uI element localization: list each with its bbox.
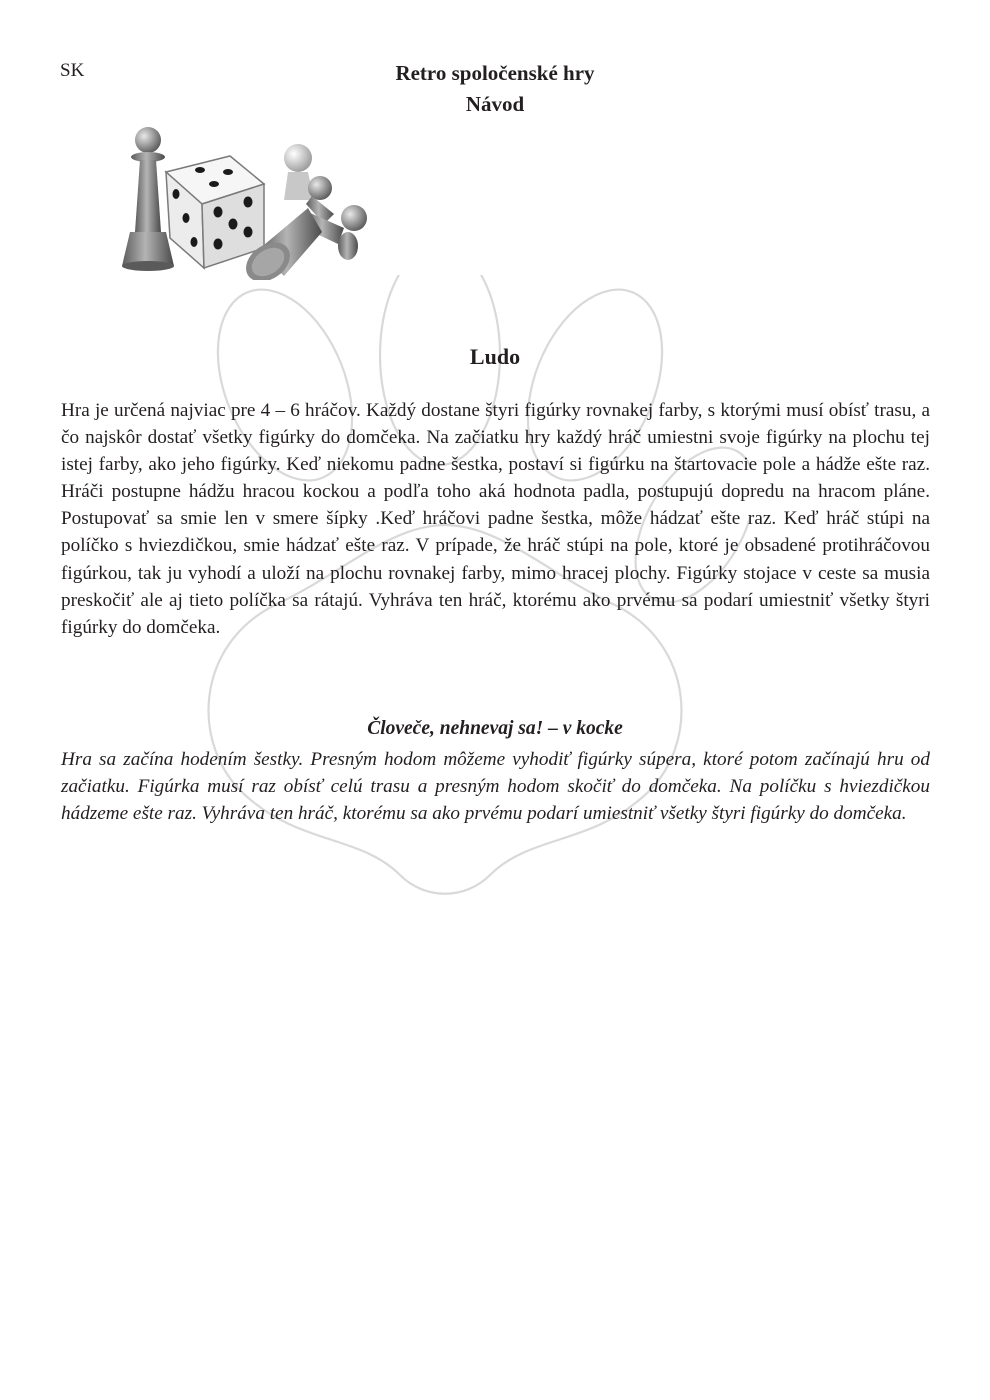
board-game-pieces-and-dice-icon bbox=[108, 120, 388, 280]
ludo-rules-paragraph bbox=[61, 397, 930, 641]
clovece-rules-text: Hra sa začína hodením šestky. Presným hodom môžeme vyhodiť figúrky súpera, ktoré potom začínajú hru od začiatku. Figúrka musí raz obísť celú trasu a presným hodom skočiť do domčeka. Na políčku s hviezdičkou hádzeme ešte raz. Vyhráva ten hráč, ktorému sa ako prvému podarí umiestniť všetky štyri figúrky do domčeka. bbox=[61, 749, 930, 825]
ludo-rules-text: Hra je určená najviac pre 4 – 6 hráčov. Každý dostane štyri figúrky rovnakej farby, s ktorými musí obísť trasu, a čo najskôr dostať všetky figúrky do domčeka. Na začiatku hry každý hráč umiestni svoje figúrky na plochu tej istej farby, ako jeho figúrky. Keď niekomu padne šestka, postaví si figúrku na štartovacie pole a hádže ešte raz. Hráči postupne hádžu hracou kockou a podľa toho aká hodnota padla, postupujú dopredu na hracom pláne. Postupovať sa smie len v smere šípky .Keď hráčovi padne šestka, môže hádzať ešte raz. Keď hráč stúpi na políčko s hviezdičkou, smie hádzať ešte raz. V prípade, že hráč stúpi na pole, ktoré je obsadené protihráčovou figúrkou, tak ju vyhodí a uloží na plochu rovnakej farby, mimo hracej plochy. Figúrky stojace v ceste sa musia preskočiť ale aj tieto políčka sa rátajú. Vyhráva ten hráč, ktorému ako prvému sa podarí umiestniť všetky štyri figúrky do domčeka. bbox=[61, 400, 930, 638]
page-subtitle: Návod bbox=[465, 92, 525, 116]
language-code: SK bbox=[60, 60, 85, 81]
ludo-heading: Ludo bbox=[469, 344, 521, 369]
document-header bbox=[0, 58, 990, 120]
clovece-rules-paragraph bbox=[61, 746, 930, 827]
page-title: Retro spoločenské hry bbox=[395, 61, 595, 85]
clovece-heading: Človeče, nehnevaj sa! – v kocke bbox=[367, 718, 623, 739]
